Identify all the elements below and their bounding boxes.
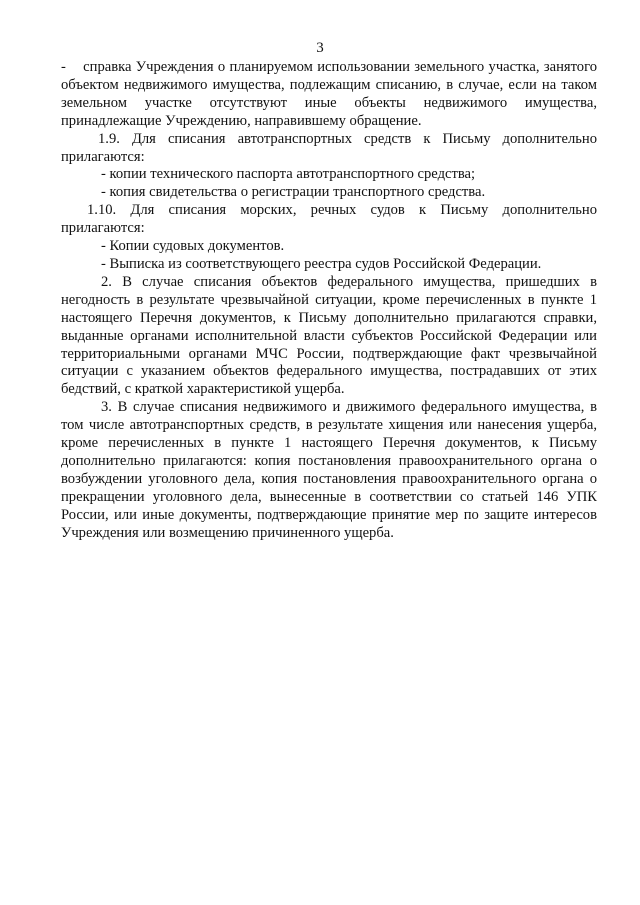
paragraph-1-10-heading: 1.10. Для списания морских, речных судов к Письму дополнительно прилагаются: xyxy=(61,202,597,237)
paragraph-section-3: 3. В случае списания недвижимого и движимого федерального имущества, в том числе автотранспортных средств, в результате хищения или нанесения ущерба, кроме перечисленных в пункте 1 настоящего Перечня документов, к Письму дополнительно прилагаются: копия постановления правоохранительного органа о возбуждении уголовного дела, копия постановления правоохранительного органа о прекращении уголовного дела, вынесенные в соответствии со статьей 146 УПК России, или иные документы, подтверждающие принятие мер по защите интересов Учреждения или возмещению причиненного ущерба. xyxy=(61,399,597,541)
list-item-passport-copy: - копии технического паспорта автотранспортного средства; xyxy=(101,166,476,183)
list-item-ship-registry-extract: - Выписка из соответствующего реестра судов Российской Федерации. xyxy=(101,255,542,272)
paragraph-land-certificate: - справка Учреждения о планируемом использовании земельного участка, занятого объектом недвижимого имущества, подлежащим списанию, в случае, если на таком земельном участке отсутствуют иные объекты недвижимого имущества, принадлежащие Учреждению, направившему обращение. xyxy=(61,59,597,129)
document-body xyxy=(61,59,597,542)
paragraph-1-9-heading: 1.9. Для списания автотранспортных средств к Письму дополнительно прилагаются: xyxy=(61,130,597,165)
page-number: 3 xyxy=(316,40,324,56)
list-item-registration-copy: - копия свидетельства о регистрации транспортного средства. xyxy=(101,184,486,201)
list-item-ship-documents: - Копии судовых документов. xyxy=(101,238,285,255)
paragraph-section-2: 2. В случае списания объектов федерального имущества, пришедших в негодность в результате чрезвычайной ситуации, кроме перечисленных в пункте 1 настоящего Перечня документов, к Письму дополнительно прилагаются справки, выданные органами исполнительной власти субъектов Российской Федерации или территориальными органами МЧС России, подтверждающие факт чрезвычайной ситуации с указанием объектов федерального имущества, пострадавших от этих бедствий, с краткой характеристикой ущерба. xyxy=(61,273,597,398)
